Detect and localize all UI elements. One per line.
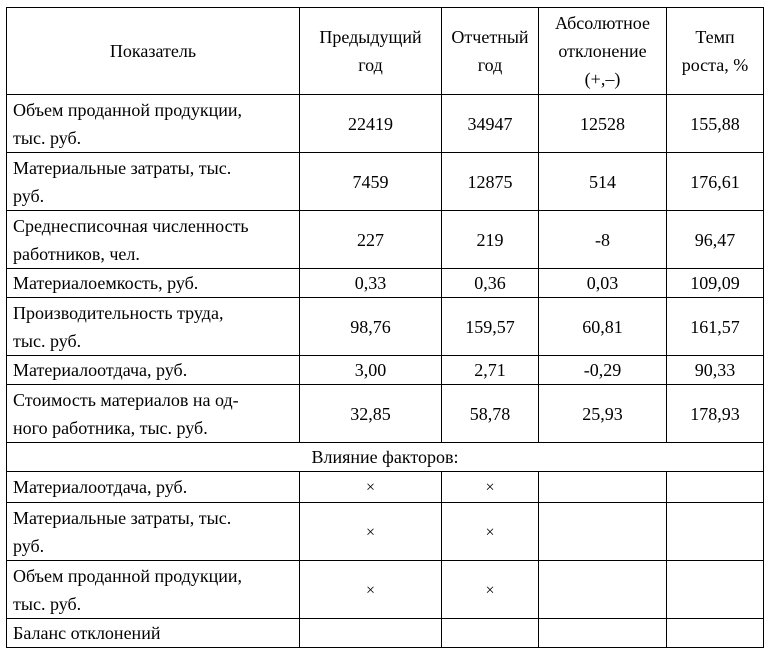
cell-absolute	[539, 619, 667, 648]
row-label: Производительность труда, тыс. руб.	[7, 298, 300, 356]
cross-mark: ×	[485, 479, 495, 496]
cell-previous: 22419	[300, 95, 442, 153]
cell-previous	[300, 503, 442, 561]
cross-mark: ×	[365, 581, 376, 599]
factor-row	[7, 503, 764, 561]
indicators-table	[6, 7, 764, 648]
cell-growth	[667, 561, 764, 619]
cell-growth: 161,57	[667, 298, 764, 356]
table-row	[7, 95, 764, 153]
cell-current	[442, 561, 539, 619]
cell-absolute: 12528	[539, 95, 667, 153]
header-growth-rate: Темп роста, %	[667, 8, 764, 95]
cell-current: 219	[442, 211, 539, 269]
cell-absolute	[539, 561, 667, 619]
cell-growth	[667, 619, 764, 648]
cell-absolute: 25,93	[539, 385, 667, 443]
cell-current: 0,36	[442, 269, 539, 298]
cell-current: 2,71	[442, 356, 539, 385]
cell-current: 58,78	[442, 385, 539, 443]
factors-section-row	[7, 443, 764, 472]
cell-previous	[300, 472, 442, 503]
cell-growth: 176,61	[667, 153, 764, 211]
row-label: Материальные затраты, тыс. руб.	[7, 153, 300, 211]
factor-row	[7, 472, 764, 503]
row-label: Объем проданной продукции, тыс. руб.	[7, 95, 300, 153]
cell-current	[442, 503, 539, 561]
cell-previous: 98,76	[300, 298, 442, 356]
cell-previous: 227	[300, 211, 442, 269]
table-row	[7, 356, 764, 385]
cell-previous: 3,00	[300, 356, 442, 385]
cross-mark: ×	[485, 581, 495, 599]
cell-current: 159,57	[442, 298, 539, 356]
row-label: Стоимость материалов на од- ного работника, тыс. руб.	[7, 385, 300, 443]
row-label: Среднесписочная численность работников, чел.	[7, 211, 300, 269]
cell-growth: 96,47	[667, 211, 764, 269]
header-row	[7, 8, 764, 95]
header-absolute-deviation: Абсолютное отклонение (+,–)	[539, 8, 667, 95]
row-label: Материалоотдача, руб.	[7, 356, 300, 385]
cell-absolute: -8	[539, 211, 667, 269]
cell-growth: 109,09	[667, 269, 764, 298]
cross-mark: ×	[365, 479, 376, 496]
cell-absolute: 514	[539, 153, 667, 211]
cell-growth: 90,33	[667, 356, 764, 385]
cell-absolute	[539, 503, 667, 561]
row-label: Объем проданной продукции, тыс. руб.	[7, 561, 300, 619]
cell-absolute: 60,81	[539, 298, 667, 356]
cell-growth: 178,93	[667, 385, 764, 443]
header-indicator: Показатель	[7, 8, 300, 95]
table-row	[7, 385, 764, 443]
cell-growth: 155,88	[667, 95, 764, 153]
header-report-year: Отчетный год	[442, 8, 539, 95]
table-row	[7, 298, 764, 356]
row-label: Материалоотдача, руб.	[7, 472, 300, 503]
table-row	[7, 211, 764, 269]
cell-current	[442, 472, 539, 503]
header-previous-year: Предыдущий год	[300, 8, 442, 95]
cell-absolute: 0,03	[539, 269, 667, 298]
balance-label: Баланс отклонений	[7, 619, 300, 648]
factors-section-title: Влияние факторов:	[7, 443, 764, 472]
row-label: Материальные затраты, тыс. руб.	[7, 503, 300, 561]
cell-previous: 7459	[300, 153, 442, 211]
cell-absolute	[539, 472, 667, 503]
cell-previous	[300, 561, 442, 619]
cell-current	[442, 619, 539, 648]
balance-row	[7, 619, 764, 648]
cell-growth	[667, 503, 764, 561]
cell-growth	[667, 472, 764, 503]
row-label: Материалоемкость, руб.	[7, 269, 300, 298]
cell-previous	[300, 619, 442, 648]
factor-row	[7, 561, 764, 619]
cell-current: 34947	[442, 95, 539, 153]
cell-current: 12875	[442, 153, 539, 211]
cross-mark: ×	[485, 523, 495, 541]
cross-mark: ×	[365, 523, 376, 541]
table-row	[7, 153, 764, 211]
cell-previous: 0,33	[300, 269, 442, 298]
table-row	[7, 269, 764, 298]
cell-previous: 32,85	[300, 385, 442, 443]
cell-absolute: -0,29	[539, 356, 667, 385]
